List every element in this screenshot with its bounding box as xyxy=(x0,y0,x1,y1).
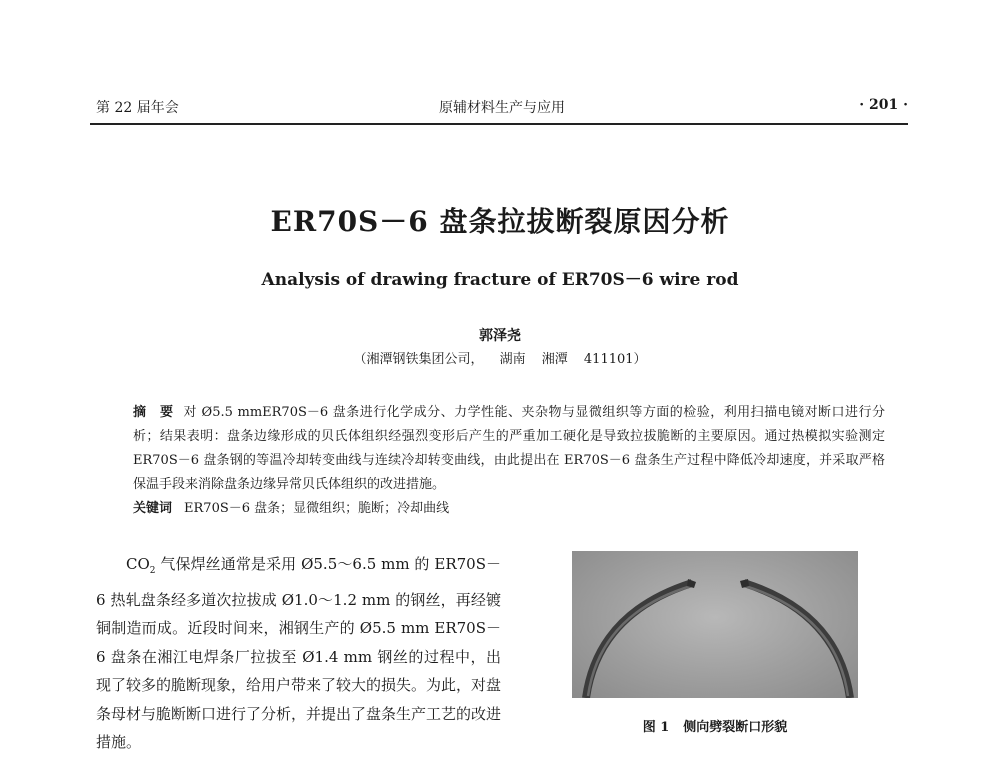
figure-caption xyxy=(572,716,858,735)
figure-fracture-photo xyxy=(572,551,858,698)
conference-label: 第 22 届年会 xyxy=(96,100,179,116)
abstract-text: 对 Ø5.5 mmER70S－6 盘条进行化学成分、力学性能、夹杂物与显微组织等方面的检验，利用扫描电镜对断口进行分析；结果表明：盘条边缘形成的贝氏体组织经强烈变形后产生的严重加工硬化是导致拉拔脆断的主要原因。通过热模拟实验测定 ER70S－6 盘条钢的等温冷却转变曲线与连续冷却转变曲线，由此提出在 ER70S－6 盘条生产过程中降低冷却速度，并采取严格保温手段来消除盘条边缘异常贝氏体组织的改进措施。 xyxy=(133,405,885,492)
body-paragraph-text: 气保焊丝通常是采用 Ø5.5～6.5 mm 的 ER70S－6 热轧盘条经多道次拉拔成 Ø1.0～1.2 mm 的钢丝，再经镀铜制造而成。近段时间来，湘钢生产的 Ø5.5 mm ER70S－6 盘条在湘江电焊条厂拉拔至 Ø1.4 mm 钢丝的过程中，出现了较多的脆断现象，给用户带来了较大的损失。为此，对盘条母材与脆断断口进行了分析，并提出了盘条生产工艺的改进措施。 xyxy=(96,555,502,751)
page-number: · 201 · xyxy=(859,97,908,113)
header-divider xyxy=(90,123,908,125)
wire-fragment-left xyxy=(586,583,692,698)
section-title: 原辅材料生产与应用 xyxy=(439,100,565,116)
article-title-english: Analysis of drawing fracture of ER70S－6 wire rod xyxy=(261,270,739,290)
abstract xyxy=(133,401,885,497)
fracture-photo-illustration xyxy=(572,551,858,698)
keywords-label: 关键词 xyxy=(133,501,173,516)
keywords xyxy=(133,498,885,520)
affiliation-org: （湘潭钢铁集团公司， xyxy=(353,352,484,367)
affiliation-city: 湘潭 xyxy=(541,352,568,367)
figure-caption-text: 侧向劈裂断口形貌 xyxy=(683,720,788,735)
body-paragraph xyxy=(96,550,501,757)
co2-formula: $CO_2$ xyxy=(126,555,156,576)
keywords-text: ER70S－6 盘条；显微组织；脆断；冷却曲线 xyxy=(184,501,450,516)
affiliation-province: 湖南 xyxy=(499,352,526,367)
running-header xyxy=(96,97,908,119)
article-title-chinese: ER70S－6 盘条拉拔断裂原因分析 xyxy=(270,205,730,238)
figure-number: 图 1 xyxy=(642,720,670,735)
author-name: 郭泽尧 xyxy=(479,328,521,344)
author-affiliation xyxy=(0,348,1000,367)
abstract-label: 摘 要 xyxy=(133,405,174,420)
affiliation-postcode: 411101） xyxy=(583,352,647,367)
wire-fragment-right xyxy=(744,583,850,698)
